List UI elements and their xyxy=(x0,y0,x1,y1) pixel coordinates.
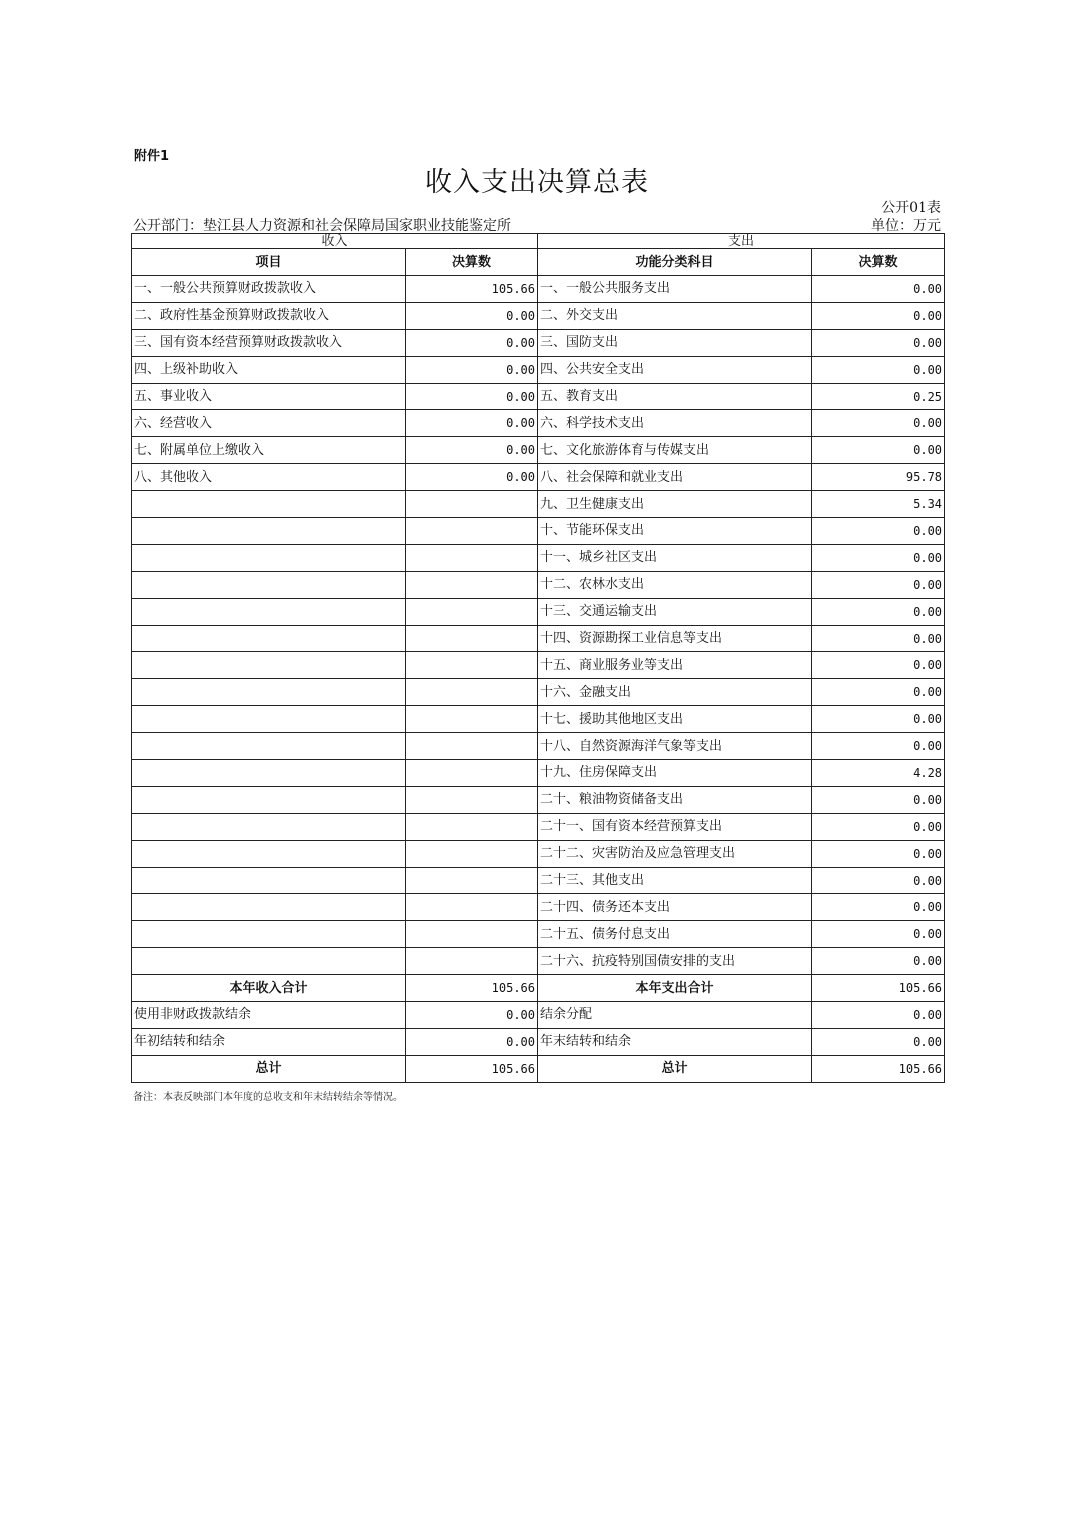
income-item-cell xyxy=(132,813,406,840)
income-item-cell xyxy=(132,571,406,598)
nonfiscal-row xyxy=(132,1002,945,1029)
income-item-cell: 四、上级补助收入 xyxy=(132,356,406,383)
table-row xyxy=(132,813,945,840)
end-carryover-label: 年末结转和结余 xyxy=(538,1028,812,1055)
income-amount-cell xyxy=(406,518,538,545)
table-row xyxy=(132,356,945,383)
income-item-cell xyxy=(132,786,406,813)
income-amount-cell: 0.00 xyxy=(406,383,538,410)
expense-amount-cell: 0.00 xyxy=(812,894,945,921)
section-header-row xyxy=(132,234,945,249)
table-row xyxy=(132,464,945,491)
table-row xyxy=(132,679,945,706)
income-item-cell xyxy=(132,894,406,921)
begin-carryover-label: 年初结转和结余 xyxy=(132,1028,406,1055)
income-item-cell: 八、其他收入 xyxy=(132,464,406,491)
footnote: 备注：本表反映部门本年度的总收支和年末结转结余等情况。 xyxy=(133,1092,403,1103)
table-row xyxy=(132,437,945,464)
unit-label: 单位：万元 xyxy=(871,218,941,234)
expense-item-cell: 九、卫生健康支出 xyxy=(538,491,812,518)
grand-income-total-amount: 105.66 xyxy=(406,1055,538,1082)
table-code: 公开01表 xyxy=(881,200,941,216)
income-amount-cell: 105.66 xyxy=(406,276,538,303)
income-amount-cell xyxy=(406,894,538,921)
income-item-cell xyxy=(132,840,406,867)
income-item-cell xyxy=(132,518,406,545)
end-carryover-amount: 0.00 xyxy=(812,1028,945,1055)
expense-amount-cell: 0.00 xyxy=(812,302,945,329)
expense-item-cell: 二十三、其他支出 xyxy=(538,867,812,894)
income-amount-cell xyxy=(406,733,538,760)
income-item-cell: 六、经营收入 xyxy=(132,410,406,437)
begin-carryover-amount: 0.00 xyxy=(406,1028,538,1055)
expense-amount-cell: 0.00 xyxy=(812,276,945,303)
expense-item-cell: 七、文化旅游体育与传媒支出 xyxy=(538,437,812,464)
income-amount-cell xyxy=(406,948,538,975)
income-item-cell xyxy=(132,598,406,625)
expense-amount-cell: 0.00 xyxy=(812,840,945,867)
table-row xyxy=(132,302,945,329)
income-item-cell xyxy=(132,706,406,733)
income-item-cell xyxy=(132,948,406,975)
expense-item-cell: 二十四、债务还本支出 xyxy=(538,894,812,921)
attachment-label: 附件1 xyxy=(134,149,170,164)
table-row xyxy=(132,786,945,813)
income-item-cell xyxy=(132,921,406,948)
expense-item-cell: 十一、城乡社区支出 xyxy=(538,544,812,571)
income-item-cell: 七、附属单位上缴收入 xyxy=(132,437,406,464)
table-row xyxy=(132,921,945,948)
table-row xyxy=(132,625,945,652)
income-amount-cell xyxy=(406,786,538,813)
expense-amount-cell: 0.00 xyxy=(812,598,945,625)
income-amount-cell xyxy=(406,840,538,867)
table-row xyxy=(132,383,945,410)
table-row xyxy=(132,652,945,679)
expense-item-cell: 四、公共安全支出 xyxy=(538,356,812,383)
income-item-cell: 一、一般公共预算财政拨款收入 xyxy=(132,276,406,303)
income-amount-cell: 0.00 xyxy=(406,437,538,464)
expense-item-cell: 十三、交通运输支出 xyxy=(538,598,812,625)
expense-amount-cell: 0.00 xyxy=(812,625,945,652)
table-row xyxy=(132,276,945,303)
expense-item-cell: 十七、援助其他地区支出 xyxy=(538,706,812,733)
income-item-cell xyxy=(132,652,406,679)
year-expense-total-label: 本年支出合计 xyxy=(538,975,812,1002)
table-row xyxy=(132,894,945,921)
income-item-cell: 三、国有资本经营预算财政拨款收入 xyxy=(132,329,406,356)
expense-amount-cell: 0.00 xyxy=(812,733,945,760)
expense-amount-cell: 4.28 xyxy=(812,760,945,787)
surplus-distribution-label: 结余分配 xyxy=(538,1002,812,1029)
table-row xyxy=(132,760,945,787)
expense-amount-cell: 0.00 xyxy=(812,948,945,975)
expense-amount-cell: 0.00 xyxy=(812,867,945,894)
expense-item-cell: 十二、农林水支出 xyxy=(538,571,812,598)
expense-item-cell: 五、教育支出 xyxy=(538,383,812,410)
year-total-row xyxy=(132,975,945,1002)
income-expense-table xyxy=(131,233,945,1083)
expense-amount-cell: 0.25 xyxy=(812,383,945,410)
expense-amount-cell: 0.00 xyxy=(812,921,945,948)
income-item-cell: 二、政府性基金预算财政拨款收入 xyxy=(132,302,406,329)
expense-item-cell: 二十、粮油物资储备支出 xyxy=(538,786,812,813)
expense-amount-cell: 0.00 xyxy=(812,652,945,679)
expense-amount-cell: 95.78 xyxy=(812,464,945,491)
income-amount-cell: 0.00 xyxy=(406,329,538,356)
table-row xyxy=(132,410,945,437)
income-item-cell xyxy=(132,867,406,894)
income-item-cell xyxy=(132,625,406,652)
table-row xyxy=(132,948,945,975)
income-section-header: 收入 xyxy=(132,234,538,249)
table-row xyxy=(132,518,945,545)
expense-item-cell: 二十二、灾害防治及应急管理支出 xyxy=(538,840,812,867)
expense-amount-cell: 0.00 xyxy=(812,356,945,383)
grand-expense-total-label: 总计 xyxy=(538,1055,812,1082)
income-amount-cell xyxy=(406,544,538,571)
expense-amount-cell: 0.00 xyxy=(812,679,945,706)
expense-item-cell: 十六、金融支出 xyxy=(538,679,812,706)
table-row xyxy=(132,571,945,598)
income-item-cell xyxy=(132,491,406,518)
expense-item-cell: 二、外交支出 xyxy=(538,302,812,329)
income-amount-cell xyxy=(406,491,538,518)
nonfiscal-label: 使用非财政拨款结余 xyxy=(132,1002,406,1029)
income-item-cell xyxy=(132,733,406,760)
nonfiscal-amount: 0.00 xyxy=(406,1002,538,1029)
expense-amount-cell: 0.00 xyxy=(812,813,945,840)
expense-section-header: 支出 xyxy=(538,234,945,249)
income-amount-header: 决算数 xyxy=(406,249,538,276)
year-income-total-amount: 105.66 xyxy=(406,975,538,1002)
expense-amount-cell: 0.00 xyxy=(812,544,945,571)
income-amount-cell xyxy=(406,706,538,733)
table-row xyxy=(132,491,945,518)
expense-item-cell: 十八、自然资源海洋气象等支出 xyxy=(538,733,812,760)
income-amount-cell: 0.00 xyxy=(406,356,538,383)
expense-amount-header: 决算数 xyxy=(812,249,945,276)
expense-item-header: 功能分类科目 xyxy=(538,249,812,276)
surplus-distribution-amount: 0.00 xyxy=(812,1002,945,1029)
income-item-cell xyxy=(132,679,406,706)
expense-amount-cell: 0.00 xyxy=(812,571,945,598)
department-label: 公开部门：垫江县人力资源和社会保障局国家职业技能鉴定所 xyxy=(133,218,511,234)
grand-expense-total-amount: 105.66 xyxy=(812,1055,945,1082)
income-item-cell xyxy=(132,544,406,571)
income-amount-cell xyxy=(406,921,538,948)
grand-total-row xyxy=(132,1055,945,1082)
income-amount-cell xyxy=(406,813,538,840)
expense-amount-cell: 0.00 xyxy=(812,410,945,437)
income-amount-cell xyxy=(406,571,538,598)
expense-item-cell: 六、科学技术支出 xyxy=(538,410,812,437)
income-amount-cell xyxy=(406,760,538,787)
expense-amount-cell: 0.00 xyxy=(812,437,945,464)
income-item-header: 项目 xyxy=(132,249,406,276)
table-row xyxy=(132,544,945,571)
income-amount-cell xyxy=(406,652,538,679)
table-row xyxy=(132,706,945,733)
income-amount-cell: 0.00 xyxy=(406,464,538,491)
expense-item-cell: 一、一般公共服务支出 xyxy=(538,276,812,303)
table-row xyxy=(132,329,945,356)
expense-item-cell: 二十六、抗疫特别国债安排的支出 xyxy=(538,948,812,975)
expense-item-cell: 二十五、债务付息支出 xyxy=(538,921,812,948)
income-amount-cell: 0.00 xyxy=(406,410,538,437)
expense-item-cell: 八、社会保障和就业支出 xyxy=(538,464,812,491)
expense-item-cell: 十九、住房保障支出 xyxy=(538,760,812,787)
expense-amount-cell: 0.00 xyxy=(812,706,945,733)
carryover-row xyxy=(132,1028,945,1055)
income-amount-cell xyxy=(406,598,538,625)
year-income-total-label: 本年收入合计 xyxy=(132,975,406,1002)
income-amount-cell xyxy=(406,625,538,652)
expense-item-cell: 三、国防支出 xyxy=(538,329,812,356)
expense-item-cell: 十、节能环保支出 xyxy=(538,518,812,545)
table-row xyxy=(132,867,945,894)
grand-income-total-label: 总计 xyxy=(132,1055,406,1082)
page-title: 收入支出决算总表 xyxy=(425,167,649,198)
income-amount-cell xyxy=(406,867,538,894)
table-row xyxy=(132,598,945,625)
income-amount-cell xyxy=(406,679,538,706)
expense-item-cell: 十五、商业服务业等支出 xyxy=(538,652,812,679)
expense-item-cell: 二十一、国有资本经营预算支出 xyxy=(538,813,812,840)
table-row xyxy=(132,733,945,760)
expense-item-cell: 十四、资源勘探工业信息等支出 xyxy=(538,625,812,652)
year-expense-total-amount: 105.66 xyxy=(812,975,945,1002)
expense-amount-cell: 0.00 xyxy=(812,786,945,813)
table-row xyxy=(132,840,945,867)
expense-amount-cell: 5.34 xyxy=(812,491,945,518)
column-header-row xyxy=(132,249,945,276)
expense-amount-cell: 0.00 xyxy=(812,329,945,356)
expense-amount-cell: 0.00 xyxy=(812,518,945,545)
income-item-cell xyxy=(132,760,406,787)
income-amount-cell: 0.00 xyxy=(406,302,538,329)
income-item-cell: 五、事业收入 xyxy=(132,383,406,410)
